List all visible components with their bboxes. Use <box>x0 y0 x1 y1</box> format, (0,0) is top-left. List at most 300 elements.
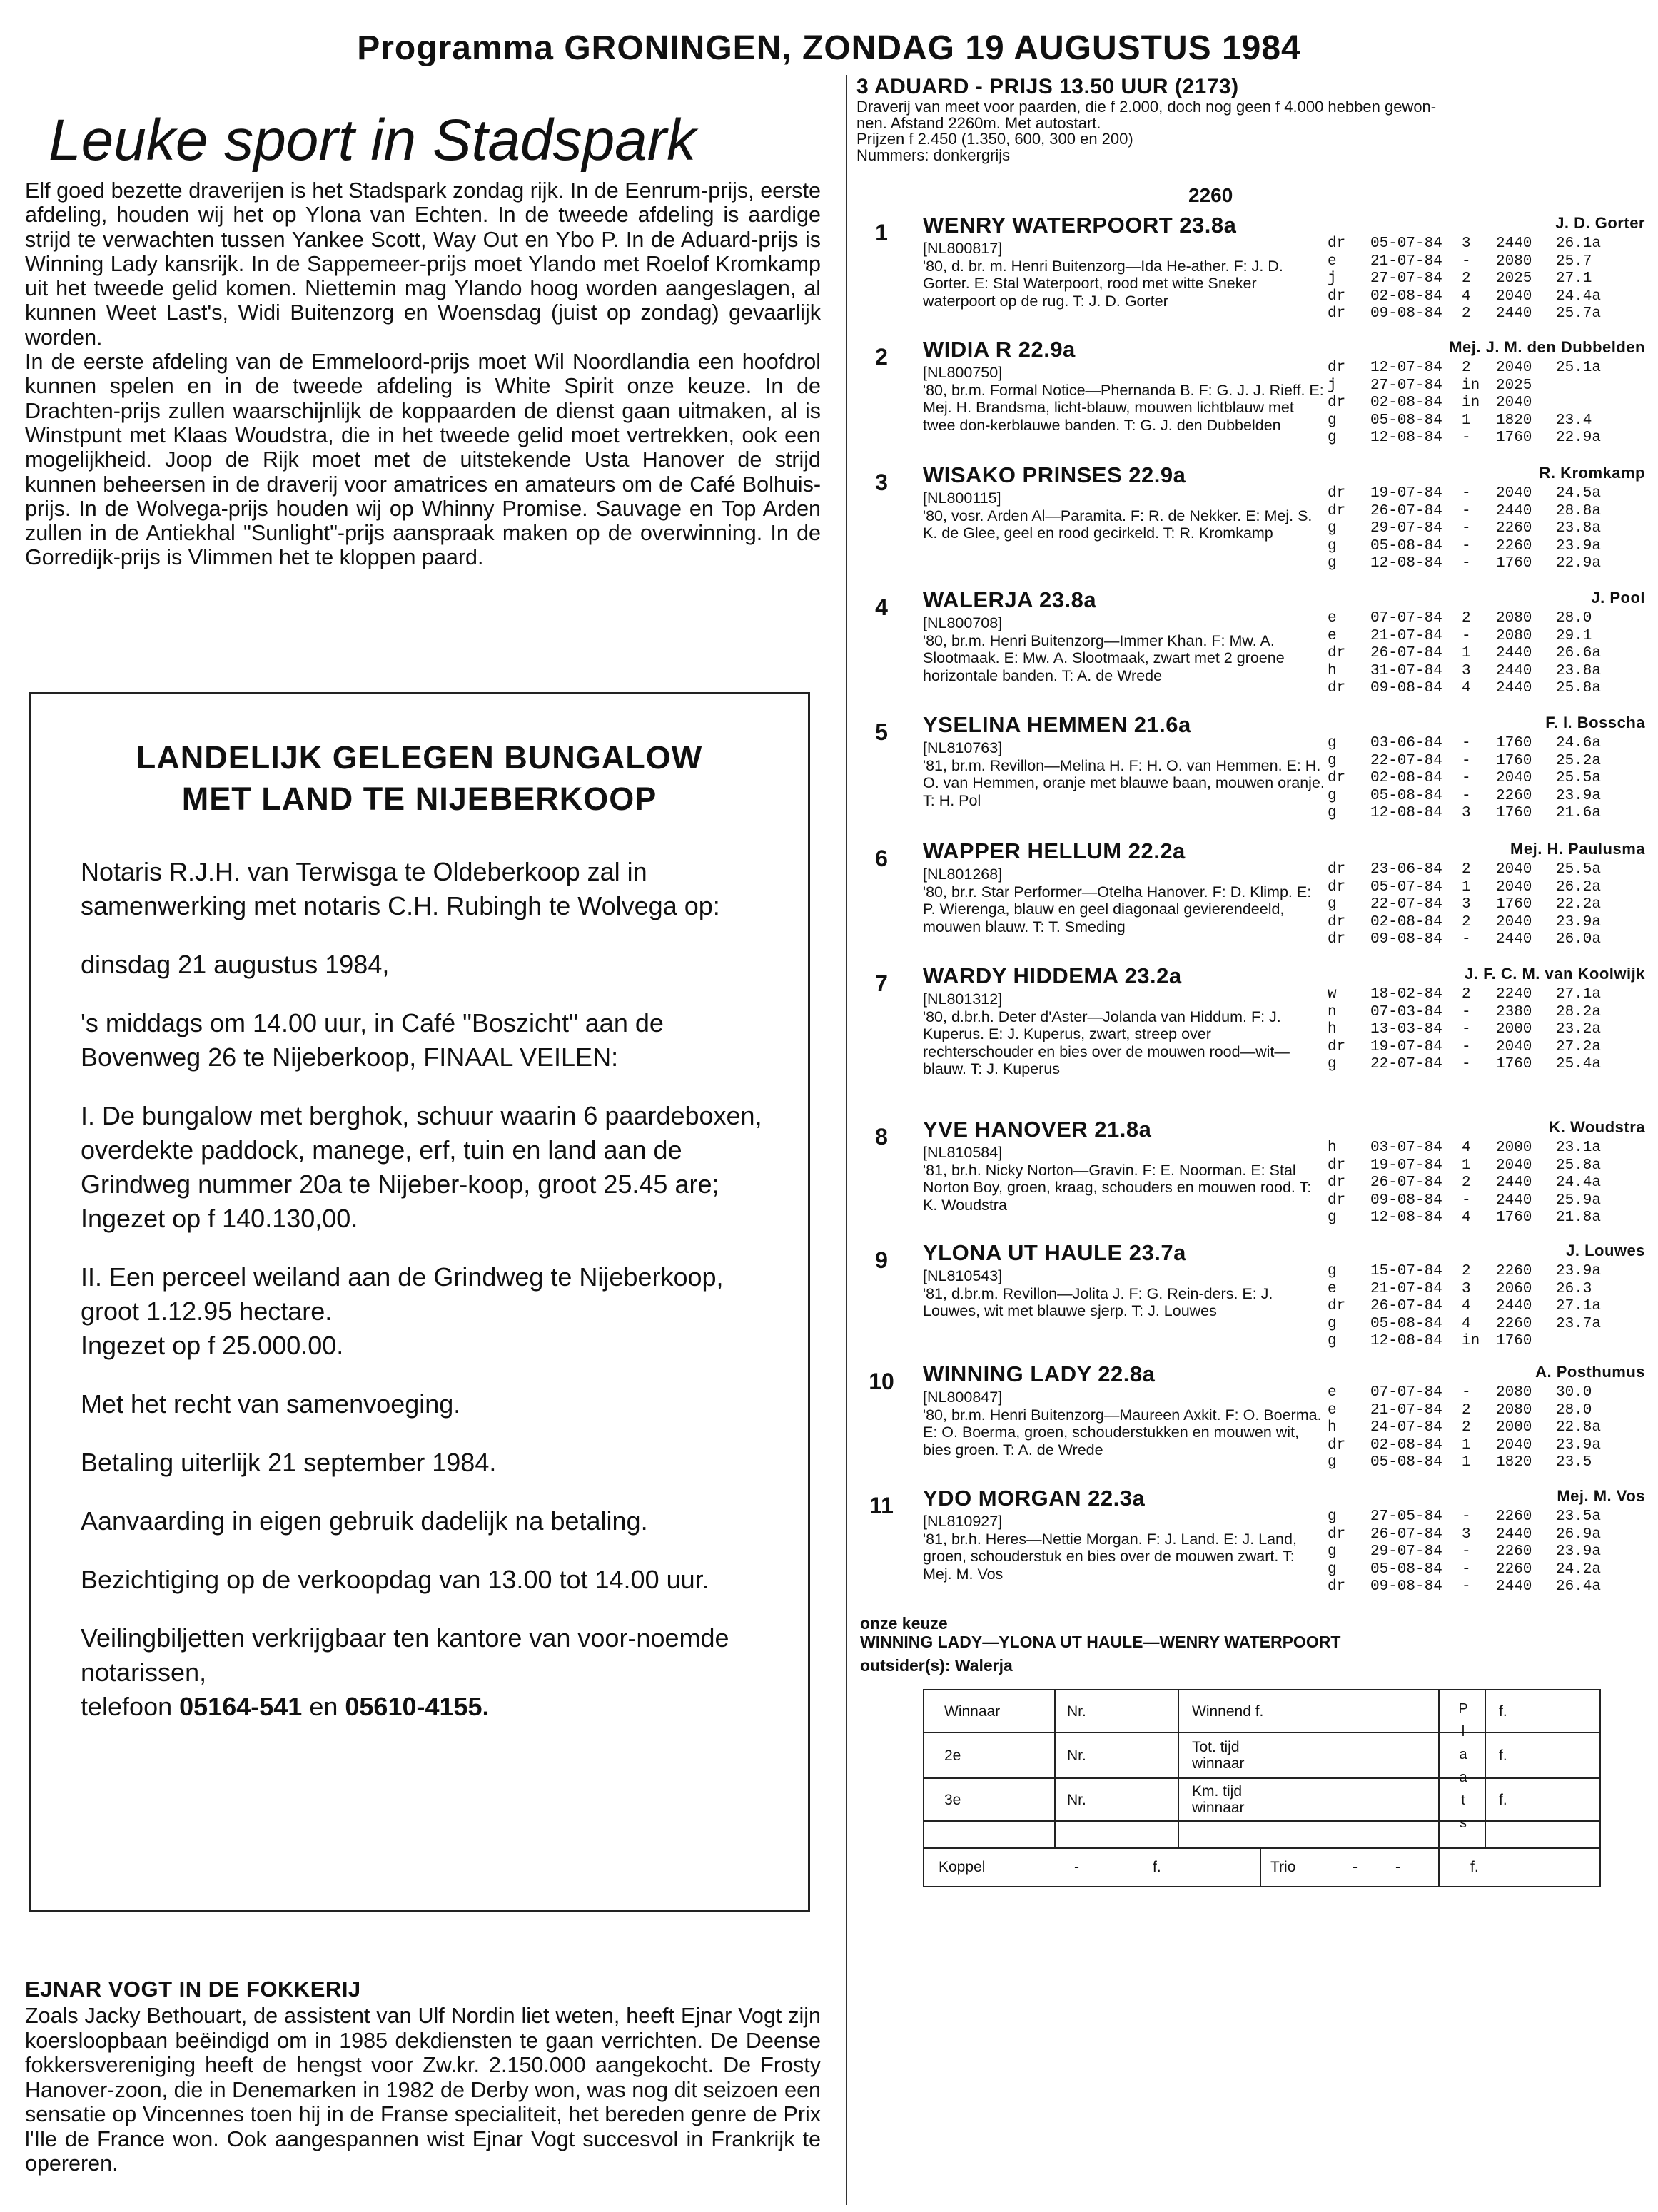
form-distance: 1760 <box>1496 1333 1532 1349</box>
horse-owner: R. Kromkamp <box>1539 464 1645 482</box>
form-time: 23.9a <box>1556 787 1602 804</box>
form-date: 02-08-84 <box>1370 1436 1442 1453</box>
form-time: 24.4a <box>1556 1175 1602 1191</box>
ad-payment: Betaling uiterlijk 21 september 1984. <box>81 1448 497 1477</box>
form-time: 25.8a <box>1556 680 1602 696</box>
form-course: g <box>1328 1056 1337 1072</box>
total-time-label: Tot. tijd <box>1192 1739 1240 1755</box>
horse-entry <box>856 1117 1652 1238</box>
form-row <box>1328 861 1649 879</box>
article-body <box>25 178 821 570</box>
form-date: 12-08-84 <box>1370 430 1442 446</box>
form-time: 25.9a <box>1556 1192 1602 1209</box>
form-date: 02-08-84 <box>1370 288 1442 305</box>
form-place: 1 <box>1462 1454 1471 1471</box>
race-title: 3 ADUARD - PRIJS 13.50 UUR (2173) <box>856 75 1239 98</box>
form-row <box>1328 914 1649 932</box>
form-place: - <box>1462 931 1471 948</box>
form-row <box>1328 270 1649 288</box>
form-time: 26.3 <box>1556 1280 1592 1297</box>
form-row <box>1328 253 1649 271</box>
form-row <box>1328 1140 1649 1157</box>
horse-description: [NL810927] '81, br.h. Heres—Nettie Morgan. F: J. Land. E: J. Land, groen, schouderstuk en bies over de mouwen zwart. T: Mej. M. Vos <box>923 1513 1297 1583</box>
form-place: 1 <box>1462 1436 1471 1453</box>
place-vertical-label <box>1452 1698 1474 1835</box>
form-row <box>1328 235 1649 253</box>
form-place: - <box>1462 1384 1471 1401</box>
article-title: Leuke sport in Stadspark <box>49 108 697 173</box>
form-course: h <box>1328 662 1337 679</box>
form-course: dr <box>1328 288 1346 305</box>
form-date: 07-03-84 <box>1370 1003 1442 1020</box>
number-label: Nr. <box>1067 1747 1086 1764</box>
form-time: 26.6a <box>1556 645 1602 661</box>
form-place: - <box>1462 1192 1471 1209</box>
form-date: 12-07-84 <box>1370 360 1442 376</box>
km-time-label: winnaar <box>1192 1800 1245 1816</box>
form-date: 09-08-84 <box>1370 1192 1442 1209</box>
form-date: 21-07-84 <box>1370 253 1442 270</box>
horse-number: 4 <box>875 594 888 620</box>
form-row <box>1328 879 1649 897</box>
form-course: dr <box>1328 1298 1346 1314</box>
outsiders: outsider(s): Walerja <box>860 1656 1013 1675</box>
form-time: 23.9a <box>1556 537 1602 554</box>
form-date: 26-07-84 <box>1370 1175 1442 1191</box>
form-place: 3 <box>1462 235 1471 252</box>
form-course: g <box>1328 896 1337 913</box>
form-date: 02-08-84 <box>1370 770 1442 786</box>
form-course: g <box>1328 1543 1337 1560</box>
race-distance: 2260 <box>1188 184 1233 206</box>
horse-number: 9 <box>875 1247 888 1273</box>
form-course: g <box>1328 1209 1337 1226</box>
ad-lot-1-bid: Ingezet op f 140.130,00. <box>81 1204 358 1233</box>
form-place: - <box>1462 502 1471 519</box>
horse-entry <box>856 587 1652 709</box>
form-date: 12-08-84 <box>1370 805 1442 821</box>
form-row <box>1328 1004 1649 1022</box>
form-row <box>1328 1209 1649 1227</box>
form-time: 28.0 <box>1556 1401 1592 1419</box>
form-distance: 1760 <box>1496 735 1532 751</box>
form-place: - <box>1462 770 1471 786</box>
race-desc-line: Nummers: donkergrijs <box>856 146 1011 164</box>
news-body: Zoals Jacky Bethouart, de assistent van Ulf Nordin liet weten, heeft Ejnar Vogt zijn koersloopbaan beëindigd om in 1985 dekdiensten te gaan verrichten. De Deense fokkersvereniging heeft de hengst voor Zw.kr. 2.150.000 aangekocht. De Frosty Hanover-zoon, die in Denemarken in 1982 de Derby won, was nog dit seizoen een sensatie op Vincennes toen hij in de Franse specialiteit, het bereden genre de Prix l'Ile de France won. Ook aangespannen wist Ejnar Vogt succesvol in Frankrijk te opereren. <box>25 2004 821 2176</box>
form-distance: 2440 <box>1496 1298 1532 1314</box>
form-place: in <box>1462 377 1480 394</box>
form-distance: 2040 <box>1496 770 1532 786</box>
form-distance: 2080 <box>1496 1384 1532 1401</box>
form-date: 26-07-84 <box>1370 1298 1442 1314</box>
form-row <box>1328 753 1649 771</box>
form-row <box>1328 538 1649 556</box>
form-course: g <box>1328 555 1337 572</box>
form-distance: 1760 <box>1496 752 1532 769</box>
form-course: dr <box>1328 1578 1346 1595</box>
form-distance: 1760 <box>1496 1056 1532 1072</box>
form-distance: 2000 <box>1496 1140 1532 1156</box>
form-course: dr <box>1328 878 1346 896</box>
horse-number: 11 <box>869 1493 894 1518</box>
horse-entry <box>856 1361 1652 1483</box>
horse-entry <box>856 1240 1652 1361</box>
form-time: 28.8a <box>1556 502 1602 519</box>
form-place: 2 <box>1462 305 1471 322</box>
horse-name: YLONA UT HAULE 23.7a <box>923 1240 1186 1265</box>
form-row <box>1328 645 1649 663</box>
form-course: g <box>1328 787 1337 804</box>
form-row <box>1328 1578 1649 1596</box>
form-course: w <box>1328 986 1337 1003</box>
form-time: 27.1a <box>1556 986 1602 1003</box>
form-distance: 2440 <box>1496 235 1532 252</box>
phone-number: 05164-541 <box>179 1692 303 1721</box>
our-choice-label: onze keuze <box>860 1614 948 1633</box>
form-date: 19-07-84 <box>1370 1038 1442 1055</box>
form-place: 2 <box>1462 1419 1471 1436</box>
form-row <box>1328 520 1649 538</box>
horse-name: WAPPER HELLUM 22.2a <box>923 838 1186 863</box>
form-row <box>1328 1333 1649 1351</box>
horse-number: 2 <box>875 344 888 370</box>
form-row <box>1328 395 1649 412</box>
form-date: 19-07-84 <box>1370 485 1442 502</box>
form-row <box>1328 1021 1649 1039</box>
form-row <box>1328 485 1649 503</box>
form-date: 21-07-84 <box>1370 1280 1442 1297</box>
form-row <box>1328 1192 1649 1210</box>
horse-owner: F. I. Bosscha <box>1545 714 1645 731</box>
form-row <box>1328 1437 1649 1455</box>
form-course: dr <box>1328 395 1346 411</box>
phone-prefix: telefoon <box>81 1692 173 1721</box>
form-time: 26.1a <box>1556 235 1602 252</box>
form-distance: 2260 <box>1496 1508 1532 1525</box>
form-date: 24-07-84 <box>1370 1419 1442 1436</box>
form-date: 05-07-84 <box>1370 235 1442 252</box>
form-date: 22-07-84 <box>1370 896 1442 913</box>
horse-name: WARDY HIDDEMA 23.2a <box>923 963 1182 988</box>
form-distance: 2080 <box>1496 1401 1532 1419</box>
form-course: g <box>1328 805 1337 821</box>
form-row <box>1328 1543 1649 1561</box>
horse-description: [NL810763] '81, br.m. Revillon—Melina H. F: H. O. van Hemmen. E: H. O. van Hemmen, oranje met blauwe baan, mouwen oranje. T: H. Pol <box>923 739 1325 809</box>
form-time: 26.4a <box>1556 1578 1602 1595</box>
phone-join: en <box>309 1692 338 1721</box>
form-distance: 1760 <box>1496 896 1532 913</box>
form-time: 28.0 <box>1556 610 1592 626</box>
form-place: - <box>1462 555 1471 572</box>
form-date: 27-07-84 <box>1370 270 1442 287</box>
form-distance: 2080 <box>1496 627 1532 644</box>
form-distance: 2025 <box>1496 270 1532 287</box>
dash: - <box>1074 1859 1079 1875</box>
form-date: 03-06-84 <box>1370 735 1442 751</box>
ad-heading <box>31 737 808 820</box>
form-date: 07-07-84 <box>1370 610 1442 626</box>
page-header: Programma GRONINGEN, ZONDAG 19 AUGUSTUS 1984 <box>357 29 1301 67</box>
form-place: - <box>1462 1003 1471 1020</box>
form-distance: 2040 <box>1496 1157 1532 1174</box>
form-date: 27-07-84 <box>1370 377 1442 394</box>
form-time: 25.8a <box>1556 1157 1602 1174</box>
form-distance: 2440 <box>1496 1578 1532 1595</box>
form-row <box>1328 412 1649 430</box>
form-row <box>1328 1056 1649 1074</box>
form-place: - <box>1462 1561 1471 1578</box>
koppel-label: Koppel <box>939 1859 986 1875</box>
ad-intro: Notaris R.J.H. van Terwisga te Oldeberkoop zal in samenwerking met notaris C.H. Rubingh te Wolvega op: <box>81 857 720 920</box>
form-place: 2 <box>1462 913 1471 930</box>
horse-form-table <box>1328 986 1649 1074</box>
horse-form-table <box>1328 1384 1649 1472</box>
form-distance: 2440 <box>1496 645 1532 661</box>
form-place: 2 <box>1462 1401 1471 1419</box>
phone-number: 05610-4155. <box>345 1692 490 1721</box>
form-place: 4 <box>1462 1140 1471 1156</box>
horse-description: [NL800817] '80, d. br. m. Henri Buitenzorg—Ida He-ather. F: J. D. Gorter. E: Stal Waterpoort, rood met witte Sneker waterpoort op de rug. T: J. D. Gorter <box>923 240 1283 310</box>
form-course: dr <box>1328 645 1346 661</box>
ad-lot-2-bid: Ingezet op f 25.000.00. <box>81 1331 344 1360</box>
form-distance: 2260 <box>1496 1561 1532 1578</box>
form-date: 12-08-84 <box>1370 555 1442 572</box>
horse-entry <box>856 712 1652 833</box>
form-time: 27.2a <box>1556 1038 1602 1055</box>
form-time: 25.7 <box>1556 253 1592 270</box>
form-course: dr <box>1328 931 1346 948</box>
form-row <box>1328 628 1649 646</box>
place-f-label: f. <box>1499 1703 1507 1720</box>
form-place: 2 <box>1462 360 1471 376</box>
form-time: 24.6a <box>1556 735 1602 751</box>
form-date: 12-08-84 <box>1370 1333 1442 1349</box>
form-distance: 1820 <box>1496 1454 1532 1471</box>
form-distance: 1760 <box>1496 555 1532 572</box>
form-row <box>1328 430 1649 447</box>
form-time: 25.7a <box>1556 305 1602 322</box>
form-distance: 2025 <box>1496 377 1532 394</box>
form-time: 23.9a <box>1556 1436 1602 1453</box>
form-row <box>1328 1402 1649 1420</box>
form-distance: 2040 <box>1496 288 1532 305</box>
form-course: dr <box>1328 680 1346 696</box>
form-place: 4 <box>1462 288 1471 305</box>
place-letter: s <box>1460 1815 1467 1831</box>
form-row <box>1328 555 1649 573</box>
form-time: 21.8a <box>1556 1209 1602 1226</box>
form-distance: 1760 <box>1496 805 1532 821</box>
form-course: j <box>1328 270 1337 287</box>
form-time: 28.2a <box>1556 1003 1602 1020</box>
form-time: 23.8a <box>1556 520 1602 537</box>
form-row <box>1328 503 1649 521</box>
form-course: dr <box>1328 1038 1346 1055</box>
form-distance: 2240 <box>1496 986 1532 1003</box>
form-course: g <box>1328 1315 1337 1332</box>
form-time: 27.1 <box>1556 270 1592 287</box>
form-distance: 2440 <box>1496 1526 1532 1543</box>
form-course: dr <box>1328 485 1346 502</box>
trio-label: Trio <box>1270 1859 1296 1875</box>
horse-owner: Mej. M. Vos <box>1557 1487 1645 1505</box>
second-label: 2e <box>944 1747 961 1764</box>
form-date: 05-08-84 <box>1370 537 1442 554</box>
form-distance: 2260 <box>1496 1315 1532 1332</box>
form-place: - <box>1462 520 1471 537</box>
form-course: e <box>1328 1280 1337 1297</box>
form-course: dr <box>1328 1175 1346 1191</box>
form-course: j <box>1328 377 1337 394</box>
form-course: g <box>1328 735 1337 751</box>
betting-form <box>923 1689 1601 1887</box>
form-date: 02-08-84 <box>1370 395 1442 411</box>
form-distance: 1760 <box>1496 1209 1532 1226</box>
form-place: 1 <box>1462 412 1471 429</box>
ad-heading-line: MET LAND TE NIJEBERKOOP <box>181 781 657 817</box>
third-label: 3e <box>944 1792 961 1808</box>
form-distance: 2380 <box>1496 1003 1532 1020</box>
form-date: 26-07-84 <box>1370 1526 1442 1543</box>
form-time: 23.7a <box>1556 1315 1602 1332</box>
ad-date: dinsdag 21 augustus 1984, <box>81 950 390 979</box>
winnend-label: Winnend f. <box>1192 1703 1264 1720</box>
auction-advertisement <box>29 692 810 1912</box>
ad-lot-2: II. Een perceel weiland aan de Grindweg te Nijeberkoop, groot 1.12.95 hectare. <box>81 1262 724 1326</box>
form-place: - <box>1462 1021 1471 1037</box>
form-place: in <box>1462 395 1480 411</box>
horse-name: WISAKO PRINSES 22.9a <box>923 462 1186 487</box>
form-course: e <box>1328 610 1337 626</box>
horse-description: [NL800115] '80, vosr. Arden Al—Paramita. F: R. de Nekker. E: Mej. S. K. de Glee, geel en rood gecirkeld. T: R. Kromkamp <box>923 489 1313 542</box>
form-distance: 2260 <box>1496 1263 1532 1279</box>
ad-location: 's middags om 14.00 uur, in Café "Boszicht" aan de Bovenweg 26 te Nijeberkoop, FINAAL VEILEN: <box>81 1008 664 1072</box>
ad-heading-line: LANDELIJK GELEGEN BUNGALOW <box>136 739 703 776</box>
form-row <box>1328 1508 1649 1526</box>
form-place: - <box>1462 787 1471 804</box>
form-time: 23.8a <box>1556 662 1602 679</box>
form-row <box>1328 1419 1649 1437</box>
form-time: 26.9a <box>1556 1526 1602 1543</box>
form-course: h <box>1328 1021 1337 1037</box>
horse-form-table <box>1328 235 1649 323</box>
horse-owner: Mej. J. M. den Dubbelden <box>1449 338 1645 356</box>
form-time: 24.5a <box>1556 485 1602 502</box>
form-course: g <box>1328 537 1337 554</box>
form-course: h <box>1328 1140 1337 1156</box>
form-time <box>1556 1333 1642 1351</box>
horse-number: 5 <box>875 719 888 745</box>
trio-f-label: f. <box>1470 1859 1479 1875</box>
horse-entry <box>856 963 1652 1085</box>
form-course: e <box>1328 1384 1337 1401</box>
form-time: 23.9a <box>1556 1543 1602 1560</box>
form-distance: 2440 <box>1496 662 1532 679</box>
horse-form-table <box>1328 1140 1649 1227</box>
form-time: 23.4 <box>1556 412 1592 429</box>
form-row <box>1328 1316 1649 1334</box>
form-time: 29.1 <box>1556 627 1592 644</box>
horse-description: [NL800847] '80, br.m. Henri Buitenzorg—Maureen Axkit. F: O. Boerma. E: O. Boerma, groen, schouderstukken en mouwen wit, bies groen. T: A. de Wrede <box>923 1389 1322 1458</box>
race-header <box>856 75 1642 163</box>
form-place: - <box>1462 1056 1471 1072</box>
form-date: 03-07-84 <box>1370 1140 1442 1156</box>
form-distance: 2080 <box>1496 253 1532 270</box>
race-desc-line: nen. Afstand 2260m. Met autostart. <box>856 113 1101 132</box>
form-distance: 2440 <box>1496 305 1532 322</box>
form-row <box>1328 360 1649 377</box>
form-course: dr <box>1328 1436 1346 1453</box>
form-date: 05-08-84 <box>1370 412 1442 429</box>
form-row <box>1328 931 1649 949</box>
form-date: 29-07-84 <box>1370 1543 1442 1560</box>
form-place: 2 <box>1462 610 1471 626</box>
form-time: 23.9a <box>1556 1263 1602 1279</box>
form-place: in <box>1462 1333 1480 1349</box>
horse-number: 1 <box>875 220 888 245</box>
horse-form-table <box>1328 485 1649 573</box>
form-time: 25.2a <box>1556 752 1602 769</box>
form-distance: 2260 <box>1496 537 1532 554</box>
form-distance: 2040 <box>1496 913 1532 930</box>
form-place: 3 <box>1462 896 1471 913</box>
form-time: 24.4a <box>1556 288 1602 305</box>
horse-entry <box>856 213 1652 334</box>
ad-acceptance: Aanvaarding in eigen gebruik dadelijk na betaling. <box>81 1506 648 1536</box>
form-place: - <box>1462 735 1471 751</box>
form-distance: 2080 <box>1496 610 1532 626</box>
form-distance: 2440 <box>1496 1175 1532 1191</box>
form-course: dr <box>1328 502 1346 519</box>
horse-name: WALERJA 23.8a <box>923 587 1097 612</box>
form-date: 22-07-84 <box>1370 752 1442 769</box>
news-title: EJNAR VOGT IN DE FOKKERIJ <box>25 1977 361 2002</box>
form-distance: 2040 <box>1496 485 1532 502</box>
form-distance: 2260 <box>1496 520 1532 537</box>
form-date: 13-03-84 <box>1370 1021 1442 1037</box>
number-label: Nr. <box>1067 1792 1086 1808</box>
form-date: 22-07-84 <box>1370 1056 1442 1072</box>
form-course: e <box>1328 253 1337 270</box>
form-course: g <box>1328 1561 1337 1578</box>
form-course: e <box>1328 1401 1337 1419</box>
form-distance: 2040 <box>1496 878 1532 896</box>
race-desc-line: Draverij van meet voor paarden, die f 2.000, doch nog geen f 4.000 hebben gewon- <box>856 98 1437 116</box>
form-row <box>1328 788 1649 806</box>
ad-lot-1: I. De bungalow met berghok, schuur waarin 6 paardeboxen, overdekte paddock, manege, erf, tuin en land aan de Grindweg nummer 20a te Nijeber-koop, groot 25.45 are; <box>81 1101 762 1199</box>
form-course: g <box>1328 412 1337 429</box>
form-course: dr <box>1328 1157 1346 1174</box>
form-distance: 2040 <box>1496 1436 1532 1453</box>
form-distance: 2040 <box>1496 360 1532 376</box>
form-distance: 2440 <box>1496 931 1532 948</box>
form-date: 31-07-84 <box>1370 662 1442 679</box>
form-place: 1 <box>1462 645 1471 661</box>
form-distance: 2000 <box>1496 1419 1532 1436</box>
form-date: 09-08-84 <box>1370 1578 1442 1595</box>
form-time: 23.9a <box>1556 913 1602 930</box>
form-row <box>1328 288 1649 306</box>
form-time: 25.5a <box>1556 770 1602 786</box>
number-label: Nr. <box>1067 1703 1086 1720</box>
form-distance: 2040 <box>1496 395 1532 411</box>
form-course: n <box>1328 1003 1337 1020</box>
form-date: 23-06-84 <box>1370 861 1442 878</box>
form-place: - <box>1462 1508 1471 1525</box>
form-row <box>1328 663 1649 681</box>
form-place: 3 <box>1462 805 1471 821</box>
form-date: 05-08-84 <box>1370 787 1442 804</box>
